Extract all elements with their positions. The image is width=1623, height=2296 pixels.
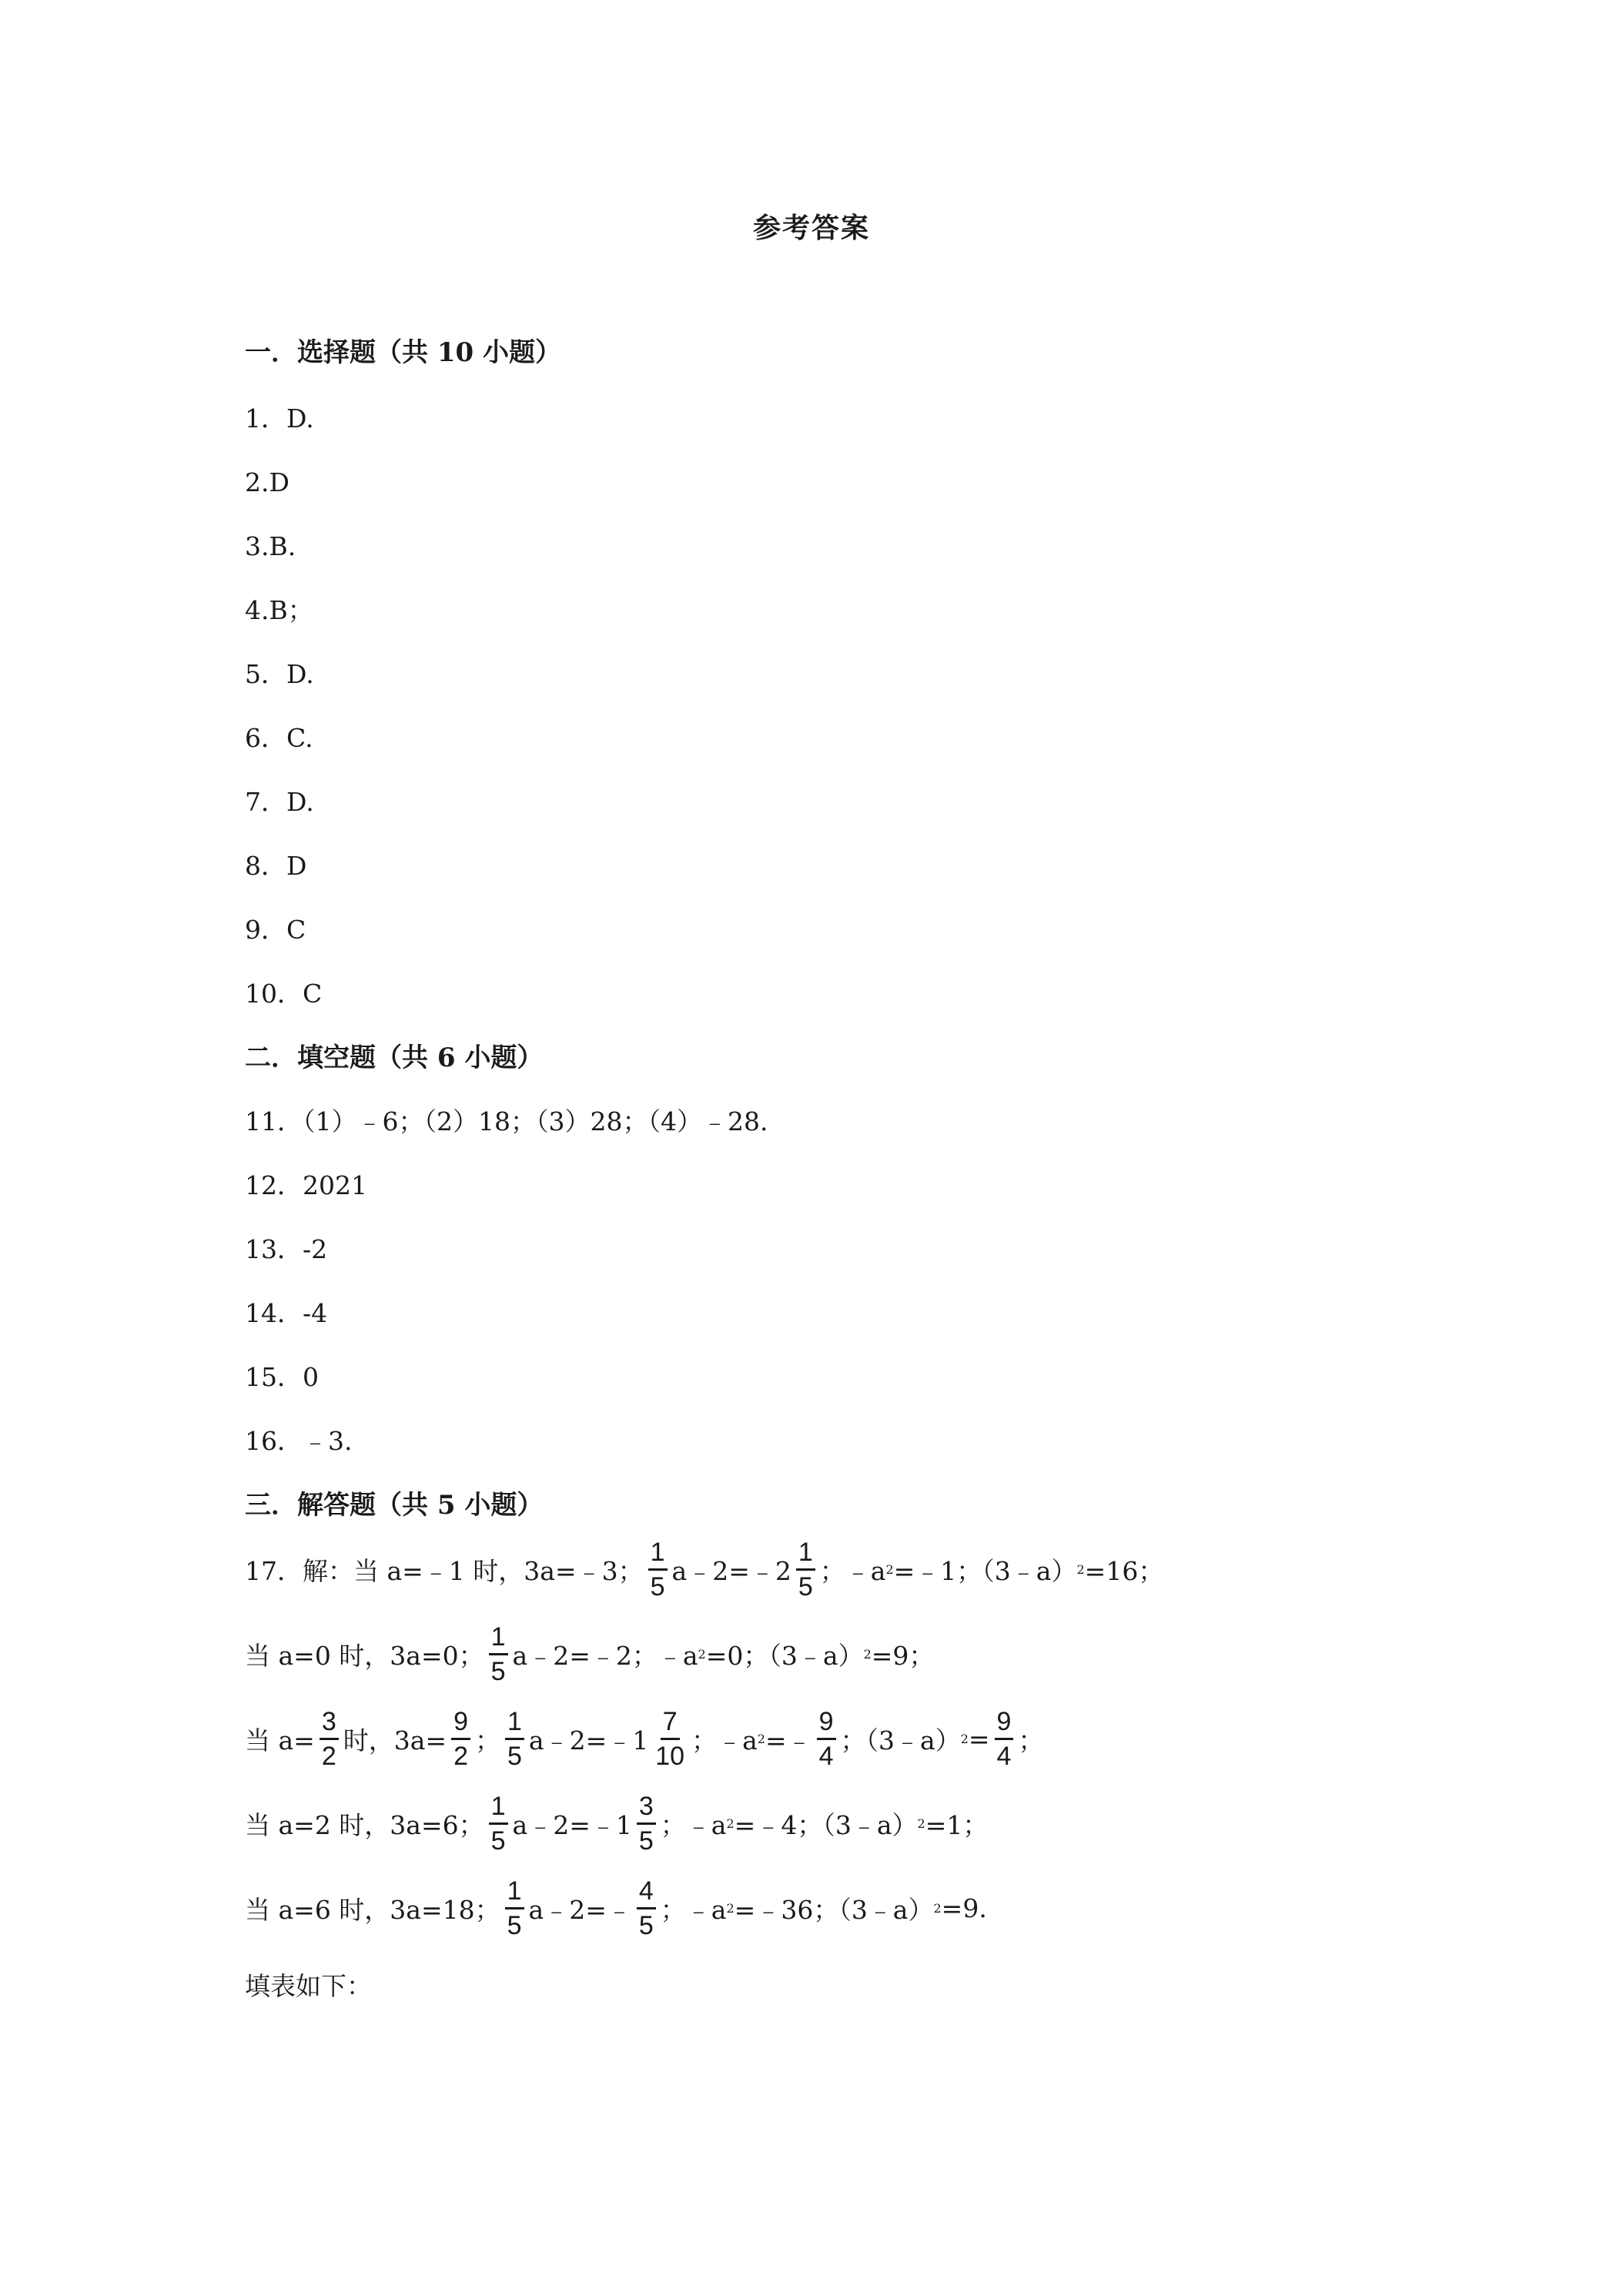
exponent: 2	[698, 1646, 706, 1662]
answer-item: 13．-2	[245, 1234, 328, 1264]
math-text: =0；（3﹣a）	[705, 1640, 864, 1671]
math-text: a﹣2=﹣1	[528, 1725, 649, 1755]
math-text: ；﹣a	[691, 1725, 758, 1755]
math-text: 当 a=0 时，3a=0；	[245, 1640, 484, 1671]
math-text: a﹣2=﹣2；﹣a	[512, 1640, 698, 1671]
fraction	[817, 1707, 836, 1771]
math-text: 当 a=2 时，3a=6；	[245, 1809, 484, 1840]
math-text: =﹣36；（3﹣a）	[734, 1894, 934, 1925]
answer-item: 14．-4	[245, 1298, 328, 1328]
solution-line	[245, 1617, 934, 1691]
fraction-numerator: 1	[489, 1622, 508, 1655]
fraction	[489, 1792, 508, 1856]
exponent: 2	[863, 1646, 872, 1662]
solution-line	[245, 1786, 988, 1860]
fraction	[637, 1792, 656, 1856]
fraction-denominator: 5	[650, 1571, 665, 1602]
fraction-denominator: 5	[490, 1826, 506, 1856]
fraction-denominator: 2	[453, 1741, 468, 1771]
math-text: a﹣2=﹣	[528, 1894, 632, 1925]
fraction	[489, 1622, 508, 1686]
fraction-denominator: 5	[798, 1571, 813, 1602]
exponent: 2	[1076, 1561, 1085, 1577]
answer-item: 16．﹣3.	[245, 1426, 353, 1456]
solution-line	[245, 1871, 987, 1945]
answer-item: 1．D.	[245, 403, 314, 433]
math-text: 时，3a=	[343, 1725, 447, 1755]
fraction	[653, 1707, 687, 1771]
math-text: =9；	[871, 1640, 935, 1671]
exponent: 2	[960, 1731, 969, 1746]
fraction-numerator: 9	[451, 1707, 470, 1740]
fraction-denominator: 5	[638, 1826, 654, 1856]
section-heading-fill: 二．填空题（共 6 小题）	[245, 1043, 544, 1073]
fraction-numerator: 1	[796, 1538, 815, 1571]
fraction-denominator: 10	[655, 1741, 685, 1771]
math-text: =1；	[925, 1809, 989, 1840]
fraction-numerator: 9	[995, 1707, 1014, 1740]
page-title: 参考答案	[752, 212, 870, 244]
answer-item: 10．C	[245, 979, 323, 1009]
fraction-denominator: 4	[818, 1741, 834, 1771]
fraction-denominator: 4	[996, 1741, 1012, 1771]
answer-item: 11．（1）﹣6；（2）18；（3）28；（4）﹣28.	[245, 1106, 768, 1136]
math-text: a﹣2=﹣2	[671, 1555, 791, 1586]
exponent: 2	[757, 1731, 765, 1746]
solution-line	[245, 1702, 1043, 1776]
answer-item: 3.B.	[245, 531, 296, 561]
answer-item: 7．D.	[245, 787, 314, 817]
fraction-numerator: 9	[817, 1707, 836, 1740]
math-text: ；﹣a	[660, 1809, 727, 1840]
answer-item: 6．C.	[245, 723, 313, 753]
math-text: =﹣	[765, 1725, 812, 1755]
answer-item: 5．D.	[245, 659, 314, 689]
answer-item: 12．2021	[245, 1170, 367, 1200]
fraction-denominator: 2	[321, 1741, 336, 1771]
exponent: 2	[917, 1816, 925, 1831]
answer-item: 8．D	[245, 851, 307, 881]
answer-item: 4.B；	[245, 595, 313, 625]
math-text: a﹣2=﹣1	[512, 1809, 632, 1840]
section-heading-solve: 三．解答题（共 5 小题）	[245, 1490, 544, 1521]
fraction-numerator: 4	[637, 1876, 656, 1909]
fraction	[637, 1876, 656, 1940]
math-text: 17．解：当 a=﹣1 时，3a=﹣3；	[245, 1555, 644, 1586]
math-text: =﹣1；（3﹣a）	[893, 1555, 1077, 1586]
solution-line	[245, 1532, 1163, 1606]
fraction-denominator: 5	[507, 1741, 522, 1771]
math-text: ；﹣a	[819, 1555, 886, 1586]
math-text: 当 a=6 时，3a=18；	[245, 1894, 500, 1925]
answer-item: 9．C	[245, 915, 306, 945]
fraction-numerator: 1	[648, 1538, 668, 1571]
closing-text: 填表如下：	[245, 1971, 372, 2001]
math-text: 当 a=	[245, 1725, 315, 1755]
section-heading-choice: 一．选择题（共 10 小题）	[245, 337, 561, 368]
exponent: 2	[933, 1900, 942, 1916]
math-text: ；	[1018, 1725, 1044, 1755]
math-text: ；（3﹣a）	[840, 1725, 961, 1755]
math-text: =﹣4；（3﹣a）	[734, 1809, 918, 1840]
math-text: ；	[475, 1725, 500, 1755]
answer-item: 2.D	[245, 467, 289, 497]
fraction-numerator: 1	[505, 1707, 524, 1740]
fraction	[320, 1707, 339, 1771]
fraction	[505, 1876, 524, 1940]
fraction	[995, 1707, 1014, 1771]
exponent: 2	[726, 1816, 735, 1831]
fraction-numerator: 7	[661, 1707, 680, 1740]
answer-item: 15．0	[245, 1362, 319, 1392]
math-text: ；﹣a	[660, 1894, 727, 1925]
math-text: =9.	[941, 1893, 987, 1923]
fraction	[648, 1538, 668, 1602]
fraction-numerator: 1	[505, 1876, 524, 1909]
fraction	[796, 1538, 815, 1602]
exponent: 2	[885, 1561, 894, 1577]
fraction-denominator: 5	[507, 1910, 522, 1940]
fraction-numerator: 3	[320, 1707, 339, 1740]
fraction	[505, 1707, 524, 1771]
fraction-denominator: 5	[490, 1656, 506, 1686]
fraction-numerator: 3	[637, 1792, 656, 1825]
exponent: 2	[726, 1900, 735, 1916]
fraction-numerator: 1	[489, 1792, 508, 1825]
math-text: =	[968, 1723, 990, 1754]
fraction-denominator: 5	[638, 1910, 654, 1940]
math-text: =16；	[1084, 1555, 1164, 1586]
fraction	[451, 1707, 470, 1771]
